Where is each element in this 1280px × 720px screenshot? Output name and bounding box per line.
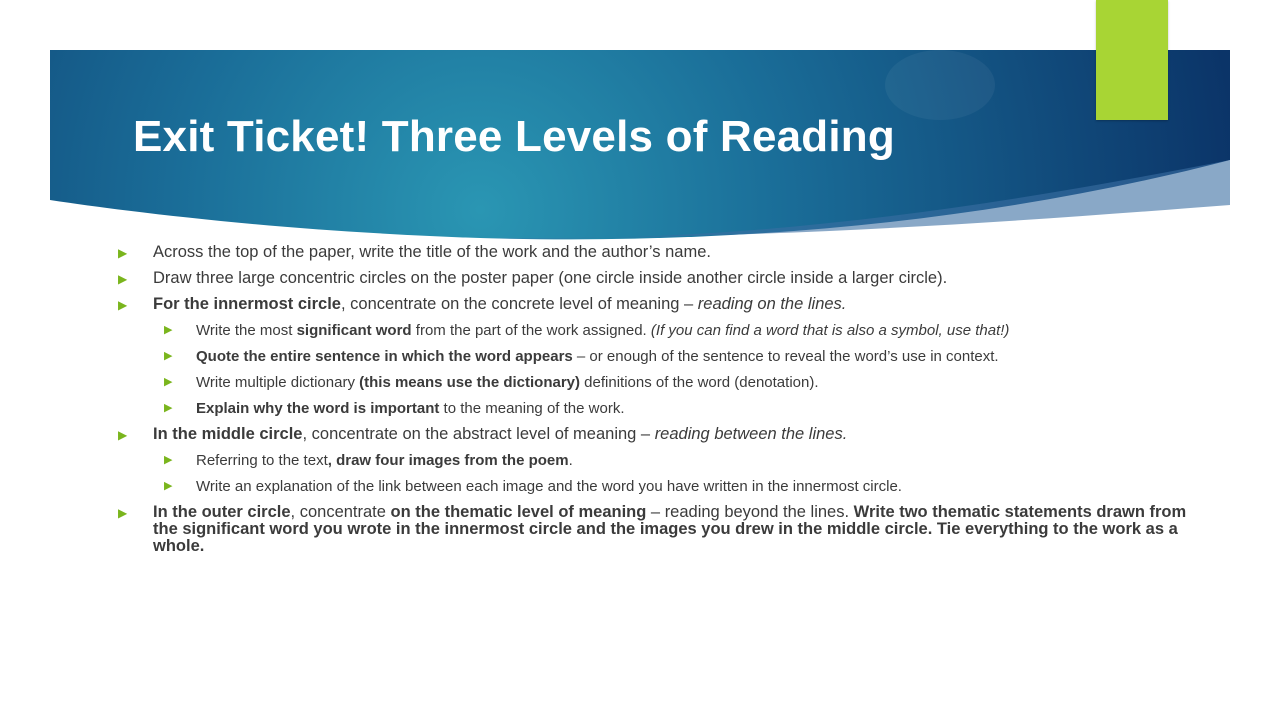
- triangle-right-icon: ▶: [164, 480, 173, 492]
- triangle-right-icon: ▶: [118, 298, 128, 312]
- accent-tab: [1096, 0, 1168, 120]
- text-run: from the part of the work assigned.: [411, 322, 651, 339]
- triangle-right-icon: ▶: [164, 350, 173, 362]
- bullet-text: Across the top of the paper, write the title of the work and the author’s name.: [153, 243, 711, 261]
- bold-phrase: In the outer circle: [153, 503, 291, 521]
- bullet-text: [196, 349, 1198, 365]
- triangle-right-icon: ▶: [164, 376, 173, 388]
- text-run: , concentrate on the abstract level of meaning –: [302, 425, 655, 443]
- bullet-text: Write an explanation of the link between each image and the word you have written in the innermost circle.: [196, 478, 902, 495]
- text-run: to the meaning of the work.: [439, 400, 625, 417]
- triangle-right-icon: ▶: [118, 428, 128, 442]
- bold-phrase: (this means use the dictionary): [359, 374, 581, 391]
- sub-list-item: [164, 349, 1198, 365]
- sub-list-item: [164, 375, 1198, 391]
- bullet-text: [196, 323, 1198, 339]
- italic-phrase: reading on the lines.: [697, 295, 847, 313]
- triangle-right-icon: ▶: [164, 324, 173, 336]
- triangle-right-icon: ▶: [118, 246, 128, 260]
- list-item: [118, 296, 1198, 313]
- bullet-text: Draw three large concentric circles on the poster paper (one circle inside another circle inside a larger circle).: [153, 269, 948, 287]
- bold-phrase: For the innermost circle: [153, 295, 341, 313]
- bold-phrase: Quote the entire sentence in which the word appears: [196, 348, 573, 365]
- text-run: Write multiple dictionary: [196, 374, 360, 391]
- bold-phrase: In the middle circle: [153, 425, 303, 443]
- slide-title: Exit Ticket! Three Levels of Reading: [133, 112, 895, 161]
- italic-phrase: reading between the lines.: [654, 425, 848, 443]
- text-run: .: [568, 452, 573, 469]
- bullet-list: [118, 244, 1198, 555]
- bullet-text: [196, 453, 1198, 469]
- text-run: Referring to the text: [196, 452, 328, 469]
- bullet-text: [196, 375, 1198, 391]
- bullet-text: [153, 296, 1198, 313]
- triangle-right-icon: ▶: [118, 506, 128, 520]
- sub-list-item: [164, 479, 1198, 495]
- text-run: , concentrate: [290, 503, 391, 521]
- bold-phrase: Write two thematic statements drawn from the significant word you wrote in the innermost circle and the images you drew in the middle circle. Tie everything to the work as a whole.: [153, 503, 1187, 555]
- sub-list-item: [164, 323, 1198, 339]
- text-run: – or enough of the sentence to reveal the word’s use in context.: [572, 348, 999, 365]
- bold-phrase: on the thematic level of meaning: [390, 503, 647, 521]
- list-item: [118, 270, 1198, 287]
- sub-list-item: [164, 453, 1198, 469]
- bullet-text: [153, 504, 1198, 555]
- bold-phrase: significant word: [296, 322, 412, 339]
- italic-phrase: (If you can find a word that is also a symbol, use that!): [650, 322, 1010, 339]
- sub-list-item: [164, 401, 1198, 417]
- text-run: Write the most: [196, 322, 297, 339]
- triangle-right-icon: ▶: [164, 402, 173, 414]
- triangle-right-icon: ▶: [164, 454, 173, 466]
- triangle-right-icon: ▶: [118, 272, 128, 286]
- text-run: definitions of the word (denotation).: [580, 374, 819, 391]
- list-item: [118, 244, 1198, 261]
- bold-phrase: , draw four images from the poem: [327, 452, 569, 469]
- list-item: [118, 504, 1198, 555]
- bullet-text: [153, 426, 1198, 443]
- text-run: , concentrate on the concrete level of meaning –: [340, 295, 698, 313]
- list-item: [118, 426, 1198, 443]
- bold-phrase: Explain why the word is important: [196, 400, 440, 417]
- bullet-text: [196, 401, 1198, 417]
- text-run: – reading beyond the lines.: [646, 503, 854, 521]
